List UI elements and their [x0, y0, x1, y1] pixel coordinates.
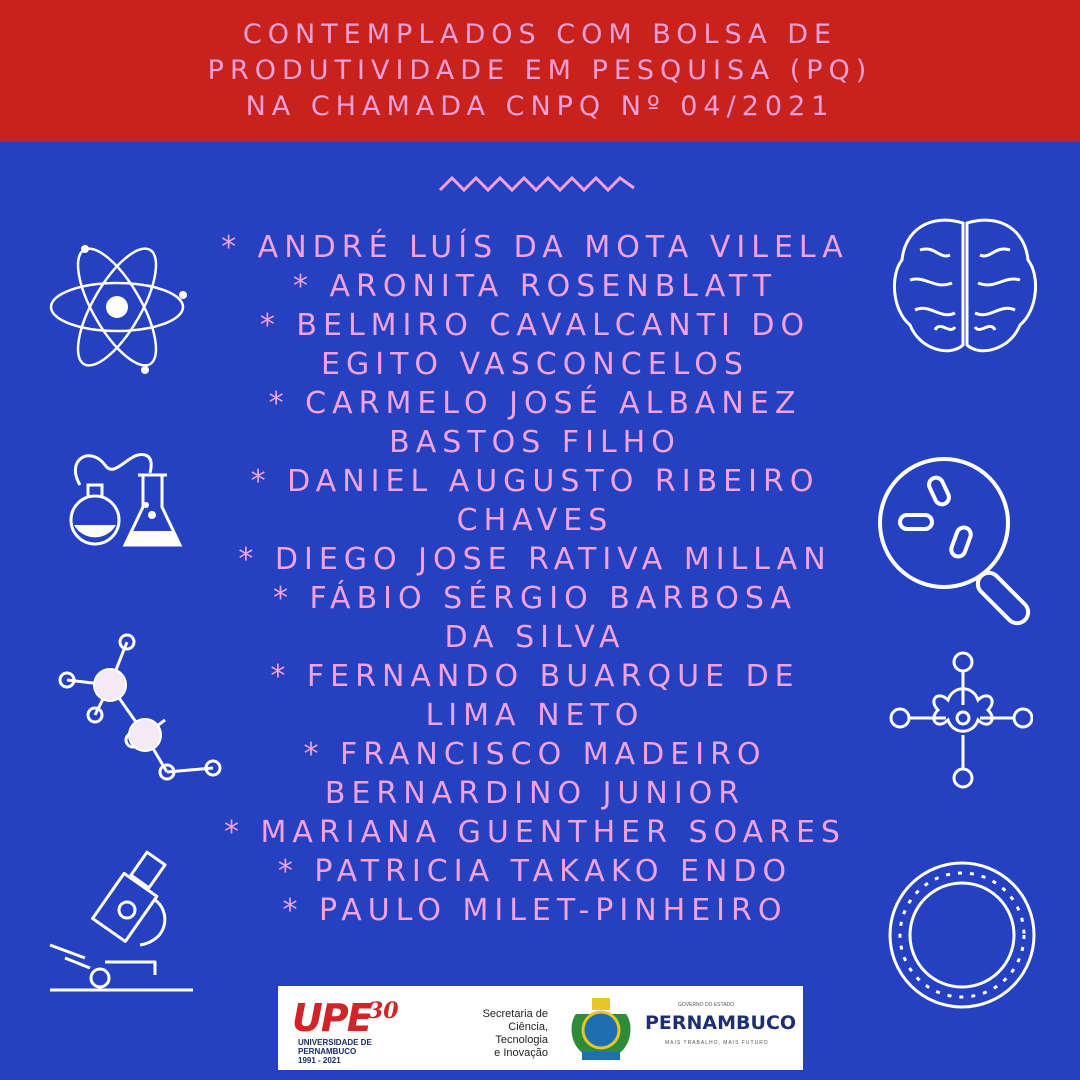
pernambuco-label: PERNAMBUCO — [645, 1012, 797, 1034]
list-item: * FÁBIO SÉRGIO BARBOSA — [273, 581, 797, 616]
list-item: BASTOS FILHO — [389, 425, 681, 460]
pernambuco-motto: MAIS TRABALHO, MAIS FUTURO — [665, 1040, 769, 1046]
lab-flasks-icon — [60, 445, 185, 550]
header-line-2: PRODUTIVIDADE EM PESQUISA (PQ) — [207, 55, 873, 86]
list-item: EGITO VASCONCELOS — [321, 347, 749, 382]
list-item: DA SILVA — [444, 620, 626, 655]
list-item: * ARONITA ROSENBLATT — [292, 269, 778, 304]
partner-logos — [278, 986, 803, 1070]
list-item: BERNARDINO JUNIOR — [324, 776, 746, 811]
list-item: CHAVES — [456, 503, 614, 538]
list-item: * MARIANA GUENTHER SOARES — [224, 815, 846, 850]
list-item: LIMA NETO — [425, 698, 645, 733]
list-item: * FERNANDO BUARQUE DE — [270, 659, 800, 694]
government-label: GOVERNO DO ESTADO — [678, 1002, 735, 1008]
pernambuco-coat-of-arms-icon — [568, 994, 634, 1062]
list-item: * FRANCISCO MADEIRO — [303, 737, 767, 772]
atom-icon — [45, 235, 190, 380]
header-line-3: NA CHAMADA CNPQ Nº 04/2021 — [245, 91, 835, 122]
upe-logo: UPE — [292, 996, 371, 1040]
network-node-icon — [888, 650, 1033, 790]
list-item: * DIEGO JOSE RATIVA MILLAN — [238, 542, 832, 577]
magnifier-bacteria-icon — [872, 455, 1062, 635]
zigzag-divider — [438, 172, 638, 200]
upe-name: UNIVERSIDADE DE PERNAMBUCO 1991 - 2021 — [298, 1038, 372, 1065]
recipient-list — [195, 228, 875, 930]
list-item: * CARMELO JOSÉ ALBANEZ — [268, 386, 802, 421]
list-item: * BELMIRO CAVALCANTI DO — [259, 308, 811, 343]
list-item: * DANIEL AUGUSTO RIBEIRO — [250, 464, 820, 499]
brain-icon — [890, 215, 1040, 360]
dna-ring-icon — [880, 850, 1045, 1020]
molecule-icon — [55, 630, 225, 790]
secretaria-logo: Secretaria de Ciência, Tecnologia e Inovação — [482, 1008, 548, 1059]
list-item: * PAULO MILET-PINHEIRO — [282, 893, 788, 928]
microscope-icon — [45, 850, 195, 995]
header-line-1: CONTEMPLADOS COM BOLSA DE — [242, 19, 838, 50]
header-banner — [0, 0, 1080, 142]
upe-anniversary: 30 — [368, 998, 399, 1024]
list-item: * PATRICIA TAKAKO ENDO — [277, 854, 793, 889]
list-item: * ANDRÉ LUÍS DA MOTA VILELA — [221, 230, 849, 265]
